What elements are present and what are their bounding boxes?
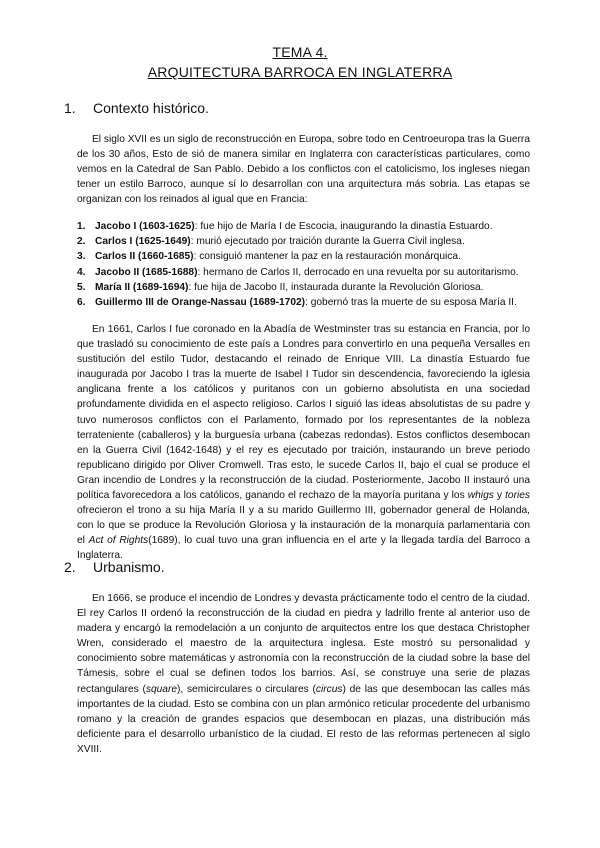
urbanism-paragraph (77, 591, 530, 757)
list-item (77, 219, 557, 234)
history-text-part3: (1689), lo cual tuvo una gran influencia en el arte y la llegada tardía del Barroco a Inglaterra. (77, 535, 530, 562)
reign-description: : fue hijo de María I de Escocia, inaugurando la dinastía Estuardo. (194, 221, 493, 232)
list-item (77, 295, 557, 310)
section-title: Contexto histórico. (93, 100, 209, 116)
list-item-number: 5. (77, 281, 86, 293)
reigns-list (77, 219, 557, 310)
urbanism-text-part2: ), semicirculares o circulares ( (177, 683, 316, 695)
reign-description: : fue hija de Jacobo II, instaurada durante la Revolución Gloriosa. (188, 281, 484, 293)
history-paragraph (77, 322, 530, 564)
section-number: 1. (64, 100, 76, 116)
history-text-part1: En 1661, Carlos I fue coronado en la Abadía de Westminster tras su estancia en Francia, por lo que trasladó su conocimiento de este país a Londres para convertirlo en una pequeña Versalles en sustitución del estilo Tudor, destacando el reinado de Enrique VIII. La dinastía Estuardo fue inaugurada por Jacobo I tras la muerte de Isabel I Tudor sin descendencia, favoreciendo la iglesia anglicana frente a los católicos y puritanos con un gobierno absolutista en una sociedad profundamente dividida en el aspecto religioso. Carlos I siguió las ideas absolutistas de su padre y tuvo numerosos conflictos con el Parlamento, formado por los representantes de la nobleza terrateniente (caballeros) y la burguesía urbana (cabezas redondas). Estos conflictos desembocan en la Guerra Civil (1642-1648) y el rey es ejecutado por traición, instaurando un breve periodo republicano dirigido por Oliver Cromwell. Tras esto, le sucede Carlos II, bajo el cual se produce el Gran incendio de Londres y la reconstrucción de la ciudad. Posteriormente, Jacobo II instauró una política favorecedora a los católicos, ganando el rechazo de la mayoría puritana y los (77, 324, 530, 502)
list-item (77, 249, 557, 264)
list-item-number: 6. (77, 297, 86, 309)
reign-name: Jacobo II (1685-1688) (95, 266, 198, 278)
section-heading-historical-context (64, 100, 209, 117)
reign-name: María II (1689-1694) (95, 281, 189, 293)
circus-term: circus (315, 683, 343, 695)
reign-name: Carlos I (1625-1649) (95, 236, 191, 248)
square-term: square (145, 683, 178, 695)
section-title: Urbanismo. (93, 559, 165, 575)
urbanism-text-part1: En 1666, se produce el incendio de Londres y devasta prácticamente todo el centro de la ciudad. El rey Carlos II ordenó la reconstrucción de la ciudad en piedra y ladrillo frente al anterior uso de madera y encargó la remodelación a un conjunto de arquitectos entre los que destaca Christopher Wren, considerado el maestro de la arquitectura inglesa. Este mostró su personalidad y conocimiento sobre matemáticas y astronomía con la reconstrucción de la ciudad sobre la base del Támesis, sobre el cual se definen todos los barrios. Así, se construye una serie de plazas rectangulares ( (77, 593, 530, 695)
reign-name: Carlos II (1660-1685) (95, 251, 194, 263)
list-item-number: 1. (77, 221, 86, 232)
reign-description: : murió ejecutado por traición durante la Guerra Civil inglesa. (190, 236, 465, 248)
section-heading-urbanism (64, 559, 165, 576)
tories-term: tories (505, 490, 530, 502)
list-item-number: 4. (77, 266, 86, 278)
reign-name: Jacobo I (1603-1625) (95, 221, 195, 232)
list-item (77, 234, 557, 249)
list-item-number: 3. (77, 251, 86, 263)
section-number: 2. (64, 559, 76, 575)
history-text-and: y (493, 490, 506, 502)
list-item (77, 280, 557, 295)
urbanism-text-part3: ) de las que desembocan las calles más importantes de la ciudad. Esto se combina con un plan armónico reticular procedente del urbanismo romano y la creación de grandes espacios que desembocan en plazas, una distribución más deficiente para el desarrollo urbanístico de la ciudad. El resto de las reformas pertenecen al siglo XVIII. (77, 683, 531, 755)
act-of-rights-term: Act of Rights (88, 535, 149, 547)
list-item (77, 265, 557, 280)
history-text-part2: ofrecieron el trono a su hija María II y a su marido Guillermo III, gobernador general de Holanda, con lo que se produce la Revolución Gloriosa y la instauración de la monarquía parlamentaria con el (77, 505, 530, 547)
intro-paragraph: El siglo XVII es un siglo de reconstrucción en Europa, sobre todo en Centroeuropa tras la Guerra de los 30 años, Esto de sió de manera similar en Inglaterra con características particulares, como vemos en la Catedral de San Pablo. Debido a los conflictos con el catolicismo, los ingleses niegan tener un estilo Barroco, aunque sí lo desarrollan con una arquitectura más sobria. Las etapas se organizan con los reinados al igual que en Francia: (77, 134, 530, 206)
whigs-term: whigs (467, 490, 494, 502)
list-item-number: 2. (77, 236, 86, 248)
reign-description: : consiguió mantener la paz en la restauración monárquica. (193, 251, 461, 263)
reign-name: Guillermo III de Orange-Nassau (1689-1702) (95, 297, 306, 309)
reign-description: : gobernó tras la muerte de su esposa María II. (305, 297, 517, 309)
document-title-line2: ARQUITECTURA BARROCA EN INGLATERRA (147, 64, 453, 80)
document-title-line1: TEMA 4. (272, 44, 328, 60)
reign-description: : hermano de Carlos II, derrocado en una revuelta por su autoritarismo. (197, 266, 519, 278)
